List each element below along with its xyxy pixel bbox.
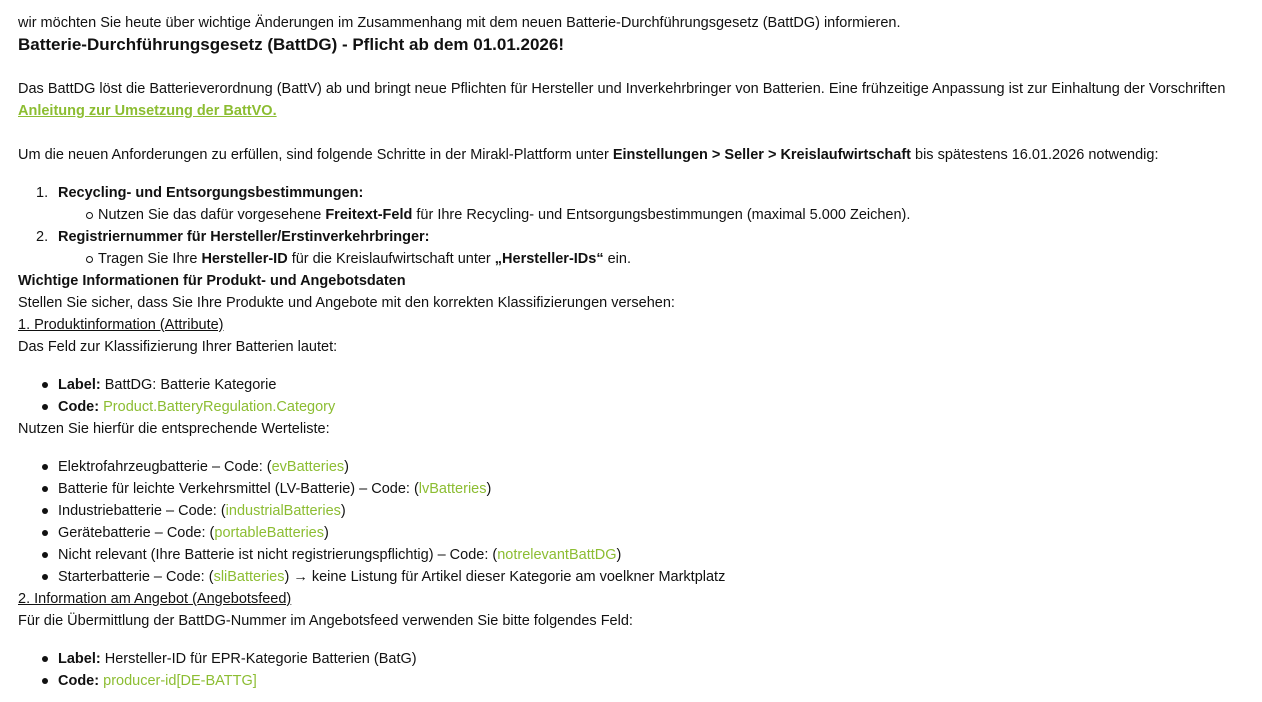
label-key: Label: — [58, 651, 101, 667]
info-heading-text: Wichtige Informationen für Produkt- und Angebotsdaten — [18, 273, 406, 289]
intro-text: wir möchten Sie heute über wichtige Änderungen im Zusammenhang mit dem neuen Batterie-Durchführungsgesetz (BattDG) informieren. — [18, 15, 901, 31]
value-text: ) — [324, 525, 329, 541]
list-item — [18, 396, 1262, 418]
step-sub-bold: Freitext-Feld — [325, 207, 413, 223]
step-sub-text: Tragen Sie Ihre — [98, 251, 202, 267]
value-text: Gerätebatterie – Code: ( — [58, 525, 215, 541]
step-sub-text: für Ihre Recycling- und Entsorgungsbestimmungen (maximal 5.000 Zeichen). — [412, 207, 911, 223]
step-sub-text: für die Kreislaufwirtschaft unter — [287, 251, 495, 267]
steps-intro-pre: Um die neuen Anforderungen zu erfüllen, sind folgende Schritte in der Mirakl-Plattform unter — [18, 147, 613, 163]
section2-title-text: 2. Information am Angebot (Angebotsfeed) — [18, 591, 292, 607]
info-heading — [18, 270, 1262, 292]
step-subitem — [18, 204, 1262, 226]
bullet-icon — [42, 530, 48, 536]
guide-link[interactable]: Anleitung zur Umsetzung der BattVO. — [18, 103, 277, 119]
code-key: Code: — [58, 399, 100, 415]
value-text: ) — [344, 459, 349, 475]
bullet-icon — [42, 404, 48, 410]
section2-desc: Für die Übermittlung der BattDG-Nummer im Angebotsfeed verwenden Sie bitte folgendes Feld: — [18, 613, 633, 629]
bullet-icon — [42, 464, 48, 470]
value-text: ) → keine Listung für Artikel dieser Kategorie am voelkner Marktplatz — [284, 569, 726, 585]
step-item — [18, 226, 1262, 248]
label-value: BattDG: Batterie Kategorie — [100, 377, 277, 393]
steps-intro-post: bis spätestens 16.01.2026 notwendig: — [910, 147, 1159, 163]
label-value: Hersteller-ID für EPR-Kategorie Batterien (BatG) — [100, 651, 417, 667]
step-title: Recycling- und Entsorgungsbestimmungen: — [58, 185, 364, 201]
value-item — [18, 522, 1262, 544]
bullet-icon — [42, 678, 48, 684]
circle-bullet-icon — [86, 212, 93, 219]
value-code: industrialBatteries — [225, 503, 341, 519]
step-item — [18, 182, 1262, 204]
bullet-icon — [42, 656, 48, 662]
value-item — [18, 566, 1262, 588]
step-sub-text: ein. — [603, 251, 632, 267]
step-sub-bold: „Hersteller-IDs“ — [494, 251, 604, 267]
value-code: sliBatteries — [213, 569, 285, 585]
section2-title — [18, 588, 1262, 610]
bullet-icon — [42, 574, 48, 580]
value-text: Nicht relevant (Ihre Batterie ist nicht registrierungspflichtig) – Code: ( — [58, 547, 498, 563]
bullet-icon — [42, 552, 48, 558]
value-text: Elektrofahrzeugbatterie – Code: ( — [58, 459, 272, 475]
values-intro: Nutzen Sie hierfür die entsprechende Werteliste: — [18, 421, 330, 437]
circle-bullet-icon — [86, 256, 93, 263]
settings-path: Einstellungen > Seller > Kreislaufwirtschaft — [612, 147, 911, 163]
value-item — [18, 544, 1262, 566]
list-item — [18, 670, 1262, 692]
value-item — [18, 500, 1262, 522]
code-key: Code: — [58, 673, 100, 689]
info-intro: Stellen Sie sicher, dass Sie Ihre Produkte und Angebote mit den korrekten Klassifizierungen versehen: — [18, 295, 675, 311]
bullet-icon — [42, 382, 48, 388]
code-value: producer-id[DE-BATTG] — [103, 673, 257, 689]
value-item — [18, 456, 1262, 478]
step-number: 1. — [36, 185, 49, 201]
step-sub-text: Nutzen Sie das dafür vorgesehene — [98, 207, 326, 223]
value-text: Starterbatterie – Code: ( — [58, 569, 214, 585]
value-code: notrelevantBattDG — [497, 547, 617, 563]
steps-intro — [18, 144, 1262, 166]
value-item — [18, 478, 1262, 500]
value-code: portableBatteries — [214, 525, 324, 541]
section1-desc: Das Feld zur Klassifizierung Ihrer Batterien lautet: — [18, 339, 338, 355]
step-sub-bold: Hersteller-ID — [201, 251, 288, 267]
value-text: ) — [486, 481, 492, 497]
list-item — [18, 648, 1262, 670]
email-body — [18, 12, 1262, 692]
value-text: ) — [340, 503, 346, 519]
value-text: ) — [616, 547, 622, 563]
bullet-icon — [42, 508, 48, 514]
value-code: lvBatteries — [418, 481, 487, 497]
page-heading: Batterie-Durchführungsgesetz (BattDG) - Pflicht ab dem 01.01.2026! — [18, 35, 565, 54]
label-key: Label: — [58, 377, 101, 393]
step-number: 2. — [36, 229, 49, 245]
bullet-icon — [42, 486, 48, 492]
value-text: Industriebatterie – Code: ( — [58, 503, 226, 519]
code-value: Product.BatteryRegulation.Category — [103, 399, 336, 415]
section1-title-text: 1. Produktinformation (Attribute) — [18, 317, 224, 333]
list-item — [18, 374, 1262, 396]
section1-title — [18, 314, 1262, 336]
paragraph-battdg: Das BattDG löst die Batterieverordnung (BattV) ab und bringt neue Pflichten für Hersteller und Inverkehrbringer von Batterien. Eine frühzeitige Anpassung ist zur Einhaltung der Vorschriften — [18, 81, 1226, 97]
step-subitem — [18, 248, 1262, 270]
value-code: evBatteries — [271, 459, 345, 475]
value-text: Batterie für leichte Verkehrsmittel (LV-Batterie) – Code: ( — [58, 481, 419, 497]
step-title: Registriernummer für Hersteller/Erstinverkehrbringer: — [58, 229, 430, 245]
